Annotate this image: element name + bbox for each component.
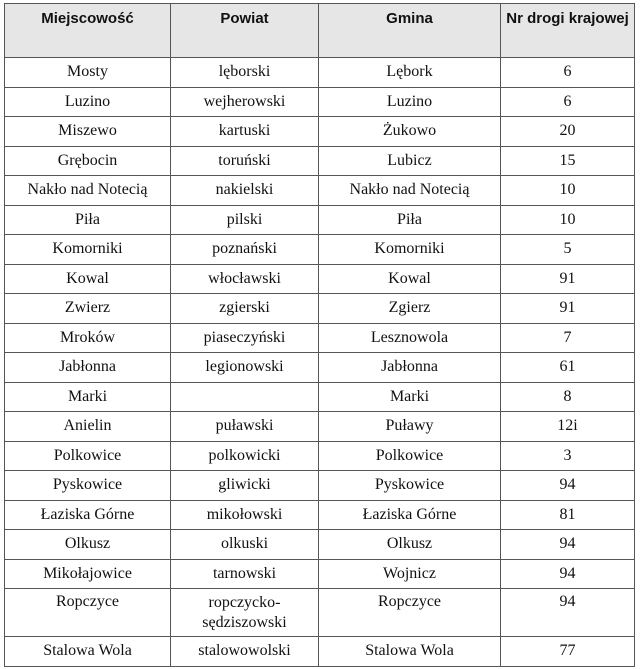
header-gmina: Gmina	[319, 4, 501, 58]
cell-powiat: gliwicki	[171, 471, 319, 501]
cell-gmina: Luzino	[319, 87, 501, 117]
cell-nr-drogi: 10	[501, 176, 635, 206]
cell-powiat: puławski	[171, 412, 319, 442]
cell-powiat: nakielski	[171, 176, 319, 206]
cell-gmina: Stalowa Wola	[319, 637, 501, 667]
cell-gmina: Jabłonna	[319, 353, 501, 383]
cell-gmina: Piła	[319, 205, 501, 235]
table-row	[5, 117, 635, 147]
cell-miejscowosc: Olkusz	[5, 530, 171, 560]
cell-gmina: Lesznowola	[319, 323, 501, 353]
cell-nr-drogi: 91	[501, 294, 635, 324]
table-row	[5, 441, 635, 471]
cell-powiat: pilski	[171, 205, 319, 235]
cell-gmina: Łaziska Górne	[319, 500, 501, 530]
cell-miejscowosc: Nakło nad Notecią	[5, 176, 171, 206]
table-row	[5, 559, 635, 589]
cell-nr-drogi: 15	[501, 146, 635, 176]
table-row	[5, 146, 635, 176]
cell-powiat: kartuski	[171, 117, 319, 147]
cell-gmina: Żukowo	[319, 117, 501, 147]
cell-nr-drogi: 3	[501, 441, 635, 471]
cell-miejscowosc: Łaziska Górne	[5, 500, 171, 530]
cell-gmina: Marki	[319, 382, 501, 412]
table-row	[5, 87, 635, 117]
cell-powiat: polkowicki	[171, 441, 319, 471]
cell-powiat: poznański	[171, 235, 319, 265]
table-row	[5, 530, 635, 560]
table-row	[5, 235, 635, 265]
cell-gmina: Puławy	[319, 412, 501, 442]
cell-gmina: Lębork	[319, 58, 501, 88]
cell-nr-drogi: 61	[501, 353, 635, 383]
header-nr-drogi: Nr drogi krajowej	[501, 4, 635, 58]
table-row	[5, 205, 635, 235]
cell-powiat: olkuski	[171, 530, 319, 560]
table-row	[5, 58, 635, 88]
table-body	[5, 58, 635, 667]
cell-miejscowosc: Anielin	[5, 412, 171, 442]
cell-powiat: toruński	[171, 146, 319, 176]
cell-miejscowosc: Marki	[5, 382, 171, 412]
cell-nr-drogi: 94	[501, 589, 635, 637]
header-miejscowosc: Miejscowość	[5, 4, 171, 58]
cell-miejscowosc: Stalowa Wola	[5, 637, 171, 667]
table-row	[5, 500, 635, 530]
cell-miejscowosc: Pyskowice	[5, 471, 171, 501]
cell-miejscowosc: Piła	[5, 205, 171, 235]
cell-miejscowosc: Kowal	[5, 264, 171, 294]
cell-nr-drogi: 7	[501, 323, 635, 353]
cell-powiat: wejherowski	[171, 87, 319, 117]
cell-nr-drogi: 8	[501, 382, 635, 412]
cell-gmina: Olkusz	[319, 530, 501, 560]
cell-nr-drogi: 77	[501, 637, 635, 667]
cell-gmina: Komorniki	[319, 235, 501, 265]
cell-nr-drogi: 94	[501, 530, 635, 560]
cell-gmina: Pyskowice	[319, 471, 501, 501]
cell-powiat: stalowowolski	[171, 637, 319, 667]
cell-nr-drogi: 94	[501, 559, 635, 589]
cell-gmina: Polkowice	[319, 441, 501, 471]
table-row	[5, 323, 635, 353]
cell-nr-drogi: 20	[501, 117, 635, 147]
cell-nr-drogi: 12i	[501, 412, 635, 442]
cell-powiat: mikołowski	[171, 500, 319, 530]
cell-powiat: piaseczyński	[171, 323, 319, 353]
table-row	[5, 637, 635, 667]
table-container	[4, 3, 635, 667]
table-row	[5, 471, 635, 501]
cell-miejscowosc: Luzino	[5, 87, 171, 117]
cell-powiat: tarnowski	[171, 559, 319, 589]
cell-gmina: Ropczyce	[319, 589, 501, 637]
header-row	[5, 4, 635, 58]
table-row	[5, 412, 635, 442]
cell-nr-drogi: 81	[501, 500, 635, 530]
cell-powiat	[171, 382, 319, 412]
table-row	[5, 264, 635, 294]
cell-miejscowosc: Komorniki	[5, 235, 171, 265]
cell-gmina: Lubicz	[319, 146, 501, 176]
table-row	[5, 176, 635, 206]
cell-nr-drogi: 94	[501, 471, 635, 501]
cell-powiat: ropczycko-sędziszowski	[171, 589, 319, 637]
cell-powiat: legionowski	[171, 353, 319, 383]
cell-nr-drogi: 10	[501, 205, 635, 235]
cell-powiat: zgierski	[171, 294, 319, 324]
cell-miejscowosc: Miszewo	[5, 117, 171, 147]
cell-powiat: lęborski	[171, 58, 319, 88]
cell-powiat: włocławski	[171, 264, 319, 294]
table-row	[5, 294, 635, 324]
cell-nr-drogi: 6	[501, 58, 635, 88]
cell-miejscowosc: Mikołajowice	[5, 559, 171, 589]
cell-nr-drogi: 5	[501, 235, 635, 265]
roads-table	[4, 3, 635, 667]
cell-nr-drogi: 91	[501, 264, 635, 294]
table-row	[5, 589, 635, 637]
cell-gmina: Nakło nad Notecią	[319, 176, 501, 206]
cell-nr-drogi: 6	[501, 87, 635, 117]
cell-gmina: Zgierz	[319, 294, 501, 324]
cell-miejscowosc: Mroków	[5, 323, 171, 353]
cell-gmina: Wojnicz	[319, 559, 501, 589]
header-powiat: Powiat	[171, 4, 319, 58]
cell-miejscowosc: Mosty	[5, 58, 171, 88]
cell-miejscowosc: Jabłonna	[5, 353, 171, 383]
table-row	[5, 382, 635, 412]
table-row	[5, 353, 635, 383]
cell-miejscowosc: Ropczyce	[5, 589, 171, 637]
cell-miejscowosc: Zwierz	[5, 294, 171, 324]
cell-miejscowosc: Grębocin	[5, 146, 171, 176]
cell-gmina: Kowal	[319, 264, 501, 294]
cell-miejscowosc: Polkowice	[5, 441, 171, 471]
